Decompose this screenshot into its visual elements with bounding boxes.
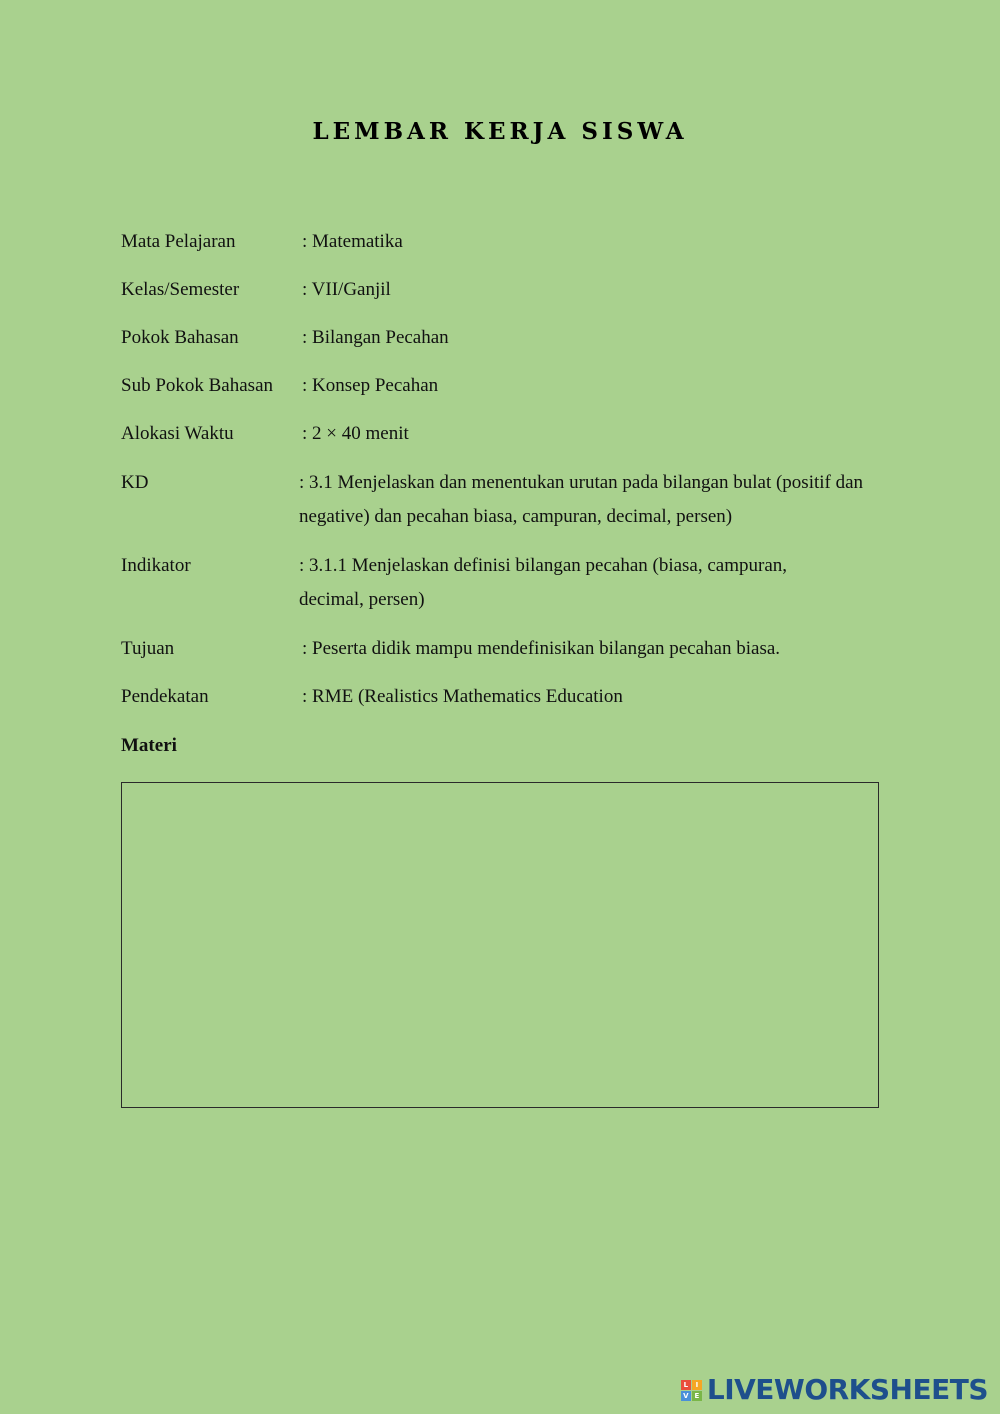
field-label: Mata Pelajaran xyxy=(121,231,236,252)
field-value: : 2 × 40 menit xyxy=(302,423,409,444)
materi-answer-box[interactable] xyxy=(121,782,879,1108)
materi-heading: Materi xyxy=(121,735,177,756)
field-label: Tujuan xyxy=(121,638,175,659)
field-label: Sub Pokok Bahasan xyxy=(121,375,273,396)
page-title: LEMBAR KERJA SISWA xyxy=(312,118,688,145)
field-label: Indikator xyxy=(121,555,191,576)
field-value: : Peserta didik mampu mendefinisikan bilangan pecahan biasa. xyxy=(302,638,781,659)
logo-letter-v: V xyxy=(681,1391,691,1401)
field-value: : VII/Ganjil xyxy=(302,279,391,300)
field-label: Pokok Bahasan xyxy=(121,327,239,348)
brand-name: LIVEWORKSHEETS xyxy=(706,1373,988,1406)
field-value: : Matematika xyxy=(302,231,403,252)
field-label: Pendekatan xyxy=(121,686,209,707)
field-label: KD xyxy=(121,472,149,493)
field-label: Kelas/Semester xyxy=(121,279,240,300)
field-value: : 3.1 Menjelaskan dan menentukan urutan pada bilangan bulat (positif dan negative) dan pecahan biasa, campuran, decimal, persen) xyxy=(299,472,864,527)
logo-letter-l: L xyxy=(681,1380,691,1390)
logo-letter-e: E xyxy=(692,1391,702,1401)
field-value: : RME (Realistics Mathematics Education xyxy=(302,686,623,707)
field-value: : Bilangan Pecahan xyxy=(302,327,449,348)
liveworksheets-logo-icon xyxy=(681,1380,702,1401)
field-value: : Konsep Pecahan xyxy=(302,375,439,396)
field-label: Alokasi Waktu xyxy=(121,423,234,444)
logo-letter-i: I xyxy=(692,1380,702,1390)
field-value: : 3.1.1 Menjelaskan definisi bilangan pecahan (biasa, campuran, decimal, persen) xyxy=(299,555,788,610)
liveworksheets-brand xyxy=(681,1374,988,1406)
